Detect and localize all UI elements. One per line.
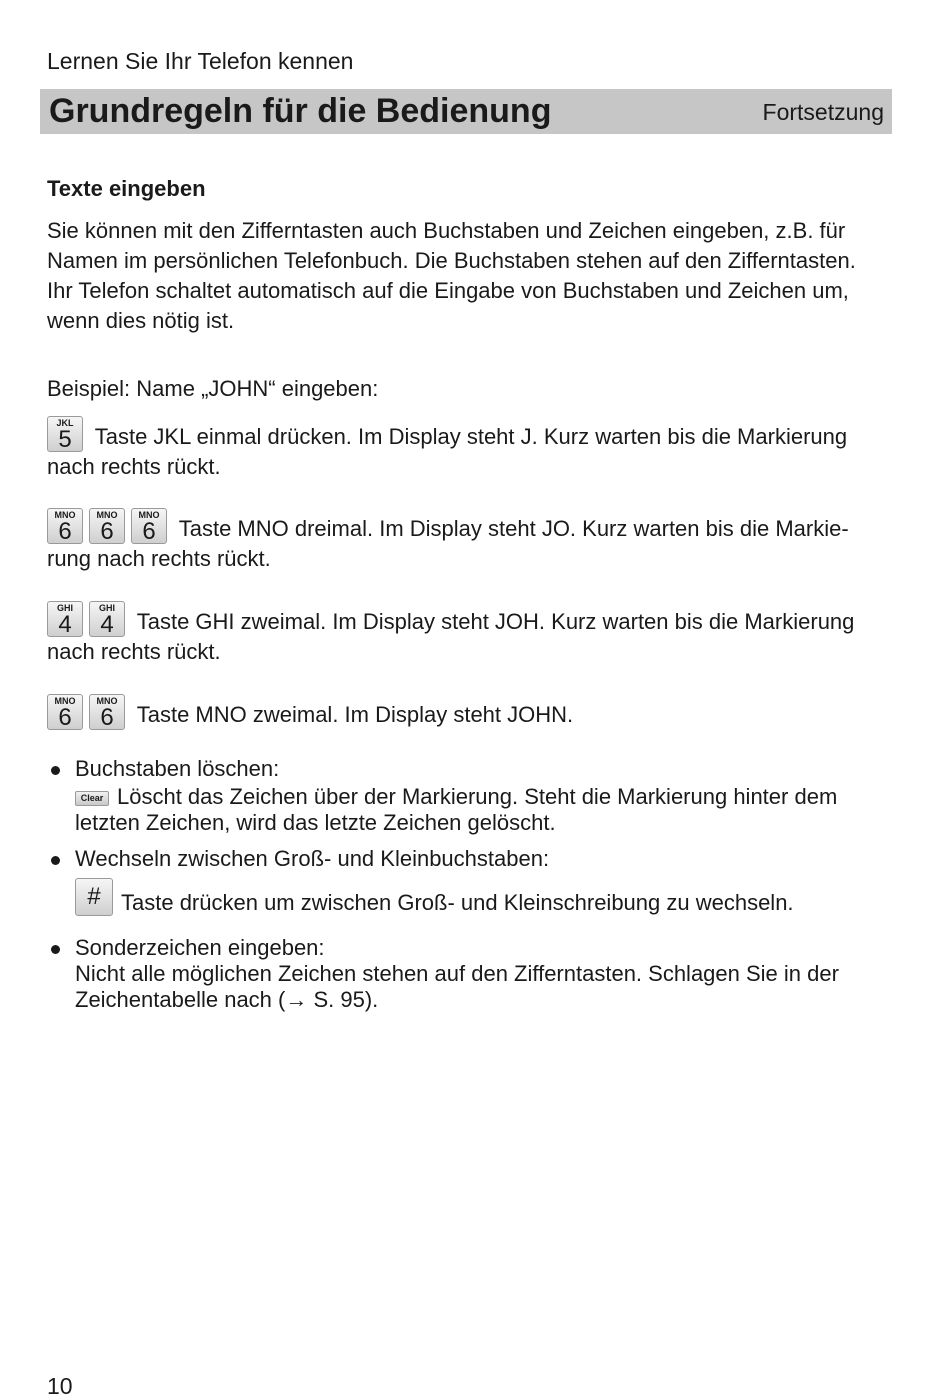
key-6-mno: MNO 6 [131, 508, 167, 544]
bullet-dot [51, 945, 60, 954]
bullet-heading: Buchstaben löschen: [75, 756, 280, 781]
bullet-text: Löscht das Zeichen über der Markierung. Steht die Markierung hinter dem letzten Zeichen, wird das letzte Zeichen gelöscht. [75, 784, 838, 835]
bullet-text: Nicht alle möglichen Zeichen stehen auf den Zifferntasten. Schlagen Sie in der Zeichentabelle nach (→ S. 95). [75, 961, 839, 1012]
key-4-ghi: GHI 4 [47, 601, 83, 637]
step-1 [47, 416, 887, 482]
bullet-case-toggle [47, 846, 887, 916]
step-3 [47, 601, 887, 667]
bullet-special-chars [47, 935, 887, 1013]
step-4-text: Taste MNO zweimal. Im Display steht JOHN. [136, 702, 574, 727]
hash-key: # [75, 878, 113, 916]
key-5-jkl: JKL 5 [47, 416, 83, 452]
step-1-text: Taste JKL einmal drücken. Im Display steht J. Kurz warten bis die Markierung nach rechts rückt. [47, 424, 848, 479]
key-6-mno: MNO 6 [89, 694, 125, 730]
step-3-text: Taste GHI zweimal. Im Display steht JOH. Kurz warten bis die Markierung nach rechts rückt. [47, 609, 855, 664]
step-4 [47, 694, 887, 730]
step-2 [47, 508, 887, 574]
continuation-label: Fortsetzung [762, 99, 884, 125]
key-4-ghi: GHI 4 [89, 601, 125, 637]
key-6-mno: MNO 6 [47, 508, 83, 544]
key-6-mno: MNO 6 [47, 694, 83, 730]
bullet-dot [51, 856, 60, 865]
bullet-delete [47, 756, 887, 836]
intro-paragraph: Sie können mit den Zifferntasten auch Buchstaben und Zeichen eingeben, z.B. für Namen im persönlichen Telefonbuch. Die Buchstaben stehen auf den Zifferntasten. Ihr Telefon schaltet automatisch auf die Eingabe von Buchstaben und Zeichen um, wenn dies nötig ist. [47, 218, 856, 333]
example-heading: Beispiel: Name „JOHN“ eingeben: [47, 376, 379, 401]
bullet-heading: Wechseln zwischen Groß- und Kleinbuchstaben: [75, 846, 550, 871]
step-2-text: Taste MNO dreimal. Im Display steht JO. Kurz warten bis die Markie-rung nach rechts rückt. [47, 516, 849, 571]
page-number: 10 [47, 1373, 73, 1399]
bullet-heading: Sonderzeichen eingeben: [75, 935, 325, 960]
title-bar [40, 89, 892, 134]
bullet-dot [51, 766, 60, 775]
clear-key: Clear [75, 791, 109, 806]
breadcrumb: Lernen Sie Ihr Telefon kennen [47, 48, 354, 74]
page-title: Grundregeln für die Bedienung [49, 92, 552, 130]
bullet-text: Taste drücken um zwischen Groß- und Kleinschreibung zu wechseln. [121, 890, 794, 915]
key-6-mno: MNO 6 [89, 508, 125, 544]
section-title: Texte eingeben [47, 176, 206, 201]
